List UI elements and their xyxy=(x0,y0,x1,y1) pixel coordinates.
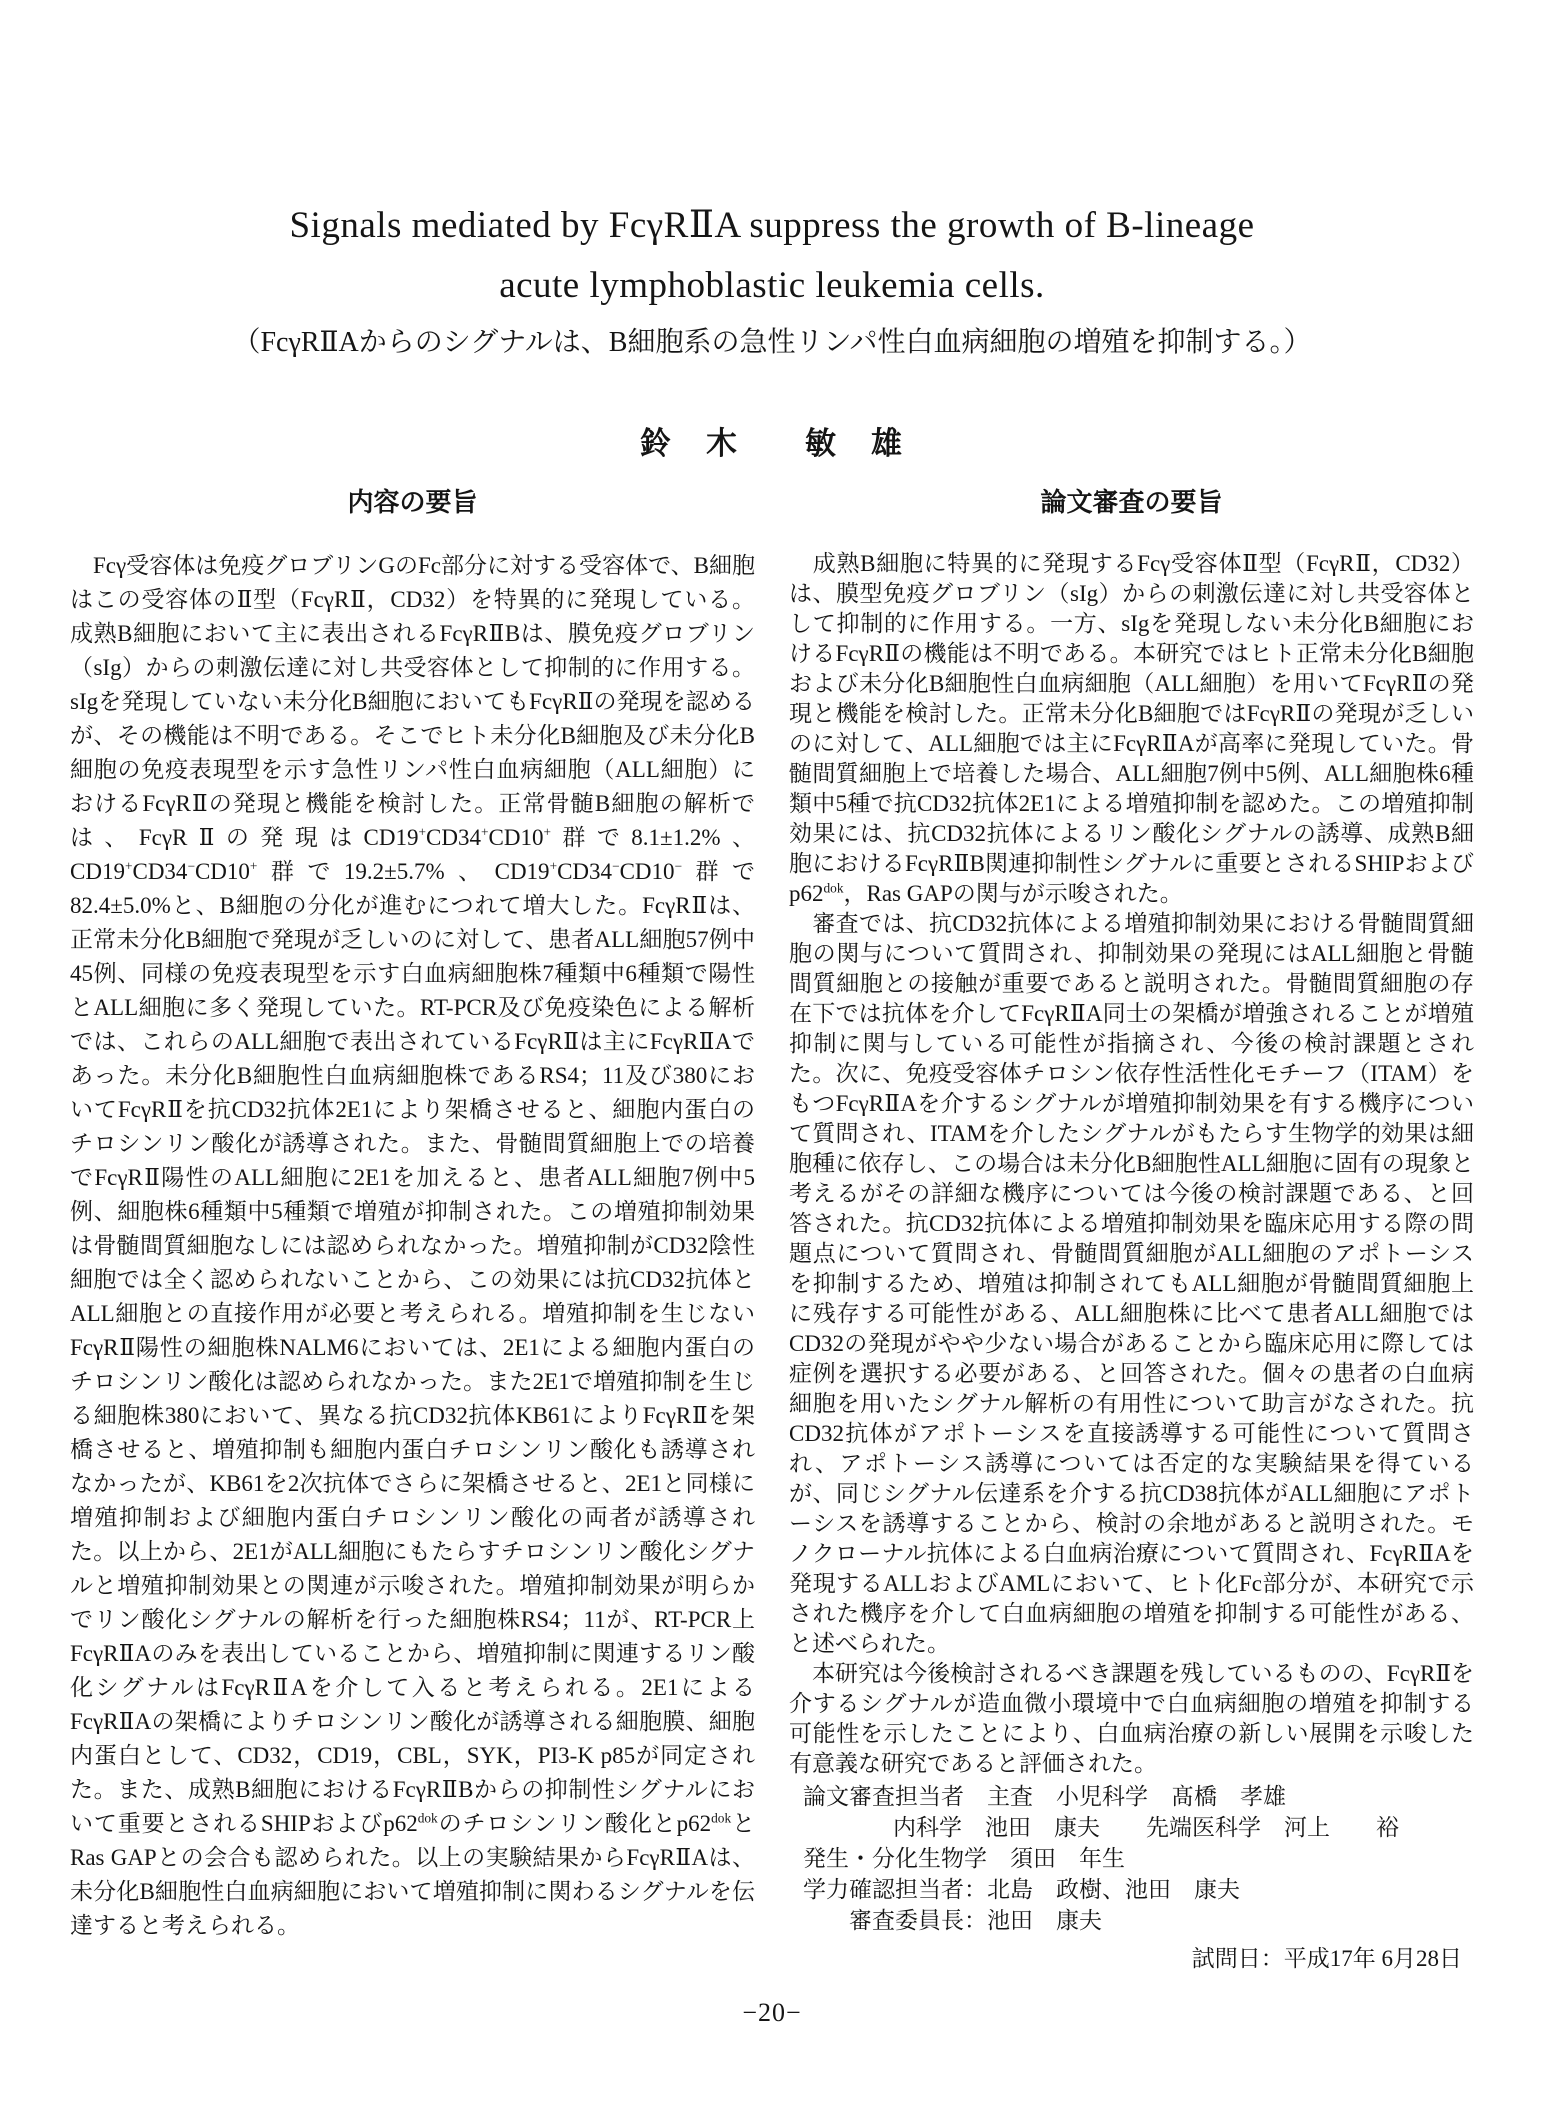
committee-line-competency-examiners: 学力確認担当者：北島 政樹、池田 康夫 xyxy=(803,1877,1240,1902)
committee-line-developmental-biology: 発生・分化生物学 須田 年生 xyxy=(803,1846,1125,1871)
review-summary-column xyxy=(789,489,1474,1974)
page-title-line2: acute lymphoblastic leukemia cells. xyxy=(499,265,1045,306)
committee-line-internal-medicine: 内科学 池田 康夫 先端医科学 河上 裕 xyxy=(893,1815,1399,1840)
two-column-body xyxy=(0,489,1544,1974)
page-number: −20− xyxy=(742,1998,802,2027)
content-abstract-column xyxy=(70,489,755,1974)
content-abstract-paragraph: Fcγ受容体は免疫グロブリンGのFc部分に対する受容体で、B細胞はこの受容体のⅡ型（FcγRⅡ，CD32）を特異的に発現している。成熟B細胞において主に表出されるFcγRⅡBは、膜免疫グロブリン（sIg）からの刺激伝達に対し共受容体として抑制的に作用する。sIgを発現していない未分化B細胞においてもFcγRⅡの発現を認めるが、その機能は不明である。そこでヒト未分化B細胞及び未分化B細胞の免疫表現型を示す急性リンパ性白血病細胞（ALL細胞）におけるFcγRⅡの発現と機能を検討した。正常骨髄B細胞の解析では、FcγRⅡの発現はCD19+CD34+CD10+群で8.1±1.2%、CD19+CD34−CD10+群で19.2±5.7%、CD19+CD34−CD10−群で82.4±5.0%と、B細胞の分化が進むにつれて増大した。FcγRⅡは、正常未分化B細胞で発現が乏しいのに対して、患者ALL細胞57例中45例、同様の免疫表現型を示す白血病細胞株7種類中6種類で陽性とALL細胞に多く発現していた。RT-PCR及び免疫染色による解析では、これらのALL細胞で表出されているFcγRⅡは主にFcγRⅡAであった。未分化B細胞性白血病細胞株であるRS4；11及び380においてFcγRⅡを抗CD32抗体2E1により架橋させると、細胞内蛋白のチロシンリン酸化が誘導された。また、骨髄間質細胞上での培養でFcγRⅡ陽性のALL細胞に2E1を加えると、患者ALL細胞7例中5例、細胞株6種類中5種類で増殖が抑制された。この増殖抑制効果は骨髄間質細胞なしには認められなかった。増殖抑制がCD32陰性細胞では全く認められないことから、この効果には抗CD32抗体とALL細胞との直接作用が必要と考えられる。増殖抑制を生じないFcγRⅡ陽性の細胞株NALM6においては、2E1による細胞内蛋白のチロシンリン酸化は認められなかった。また2E1で増殖抑制を生じる細胞株380において、異なる抗CD32抗体KB61によりFcγRⅡを架橋させると、増殖抑制も細胞内蛋白チロシンリン酸化も誘導されなかったが、KB61を2次抗体でさらに架橋させると、2E1と同様に増殖抑制および細胞内蛋白チロシンリン酸化の両者が誘導された。以上から、2E1がALL細胞にもたらすチロシンリン酸化シグナルと増殖抑制効果との関連が示唆された。増殖抑制効果が明らかでリン酸化シグナルの解析を行った細胞株RS4；11が、RT-PCR上FcγRⅡAのみを表出していることから、増殖抑制に関連するリン酸化シグナルはFcγRⅡAを介して入ると考えられる。2E1によるFcγRⅡAの架橋によりチロシンリン酸化が誘導される細胞膜、細胞内蛋白として、CD32，CD19，CBL，SYK，PI3-K p85が同定された。また、成熟B細胞におけるFcγRⅡBからの抑制性シグナルにおいて重要とされるSHIPおよび$p62^{dok}$のチロシンリン酸化と$p62^{dok}$とRas GAPとの会合も認められた。以上の実験結果からFcγRⅡAは、未分化B細胞性白血病細胞において増殖抑制に関わるシグナルを伝達すると考えられる。 xyxy=(70,553,756,1938)
review-paragraph-2: 審査では、抗CD32抗体による増殖抑制効果における骨髄間質細胞の関与について質問され、抑制効果の発現にはALL細胞と骨髄間質細胞との接触が重要であると説明された。骨髄間質細胞の存在下では抗体を介してFcγRⅡA同士の架橋が増強されることが増殖抑制に関与している可能性が指摘され、今後の検討課題とされた。次に、免疫受容体チロシン依存性活性化モチーフ（ITAM）をもつFcγRⅡAを介するシグナルが増殖抑制効果を有する機序について質問され、ITAMを介したシグナルがもたらす生物学的効果は細胞種に依存し、この場合は未分化B細胞性ALL細胞に固有の現象と考えるがその詳細な機序については今後の検討課題である、と回答された。抗CD32抗体による増殖抑制効果を臨床応用する際の問題点について質問され、骨髄間質細胞がALL細胞のアポトーシスを抑制するため、増殖は抑制されてもALL細胞が骨髄間質細胞上に残存する可能性がある、ALL細胞株に比べて患者ALL細胞ではCD32の発現がやや少ない場合があることから臨床応用に際しては症例を選択する必要がある、と回答された。個々の患者の白血病細胞を用いたシグナル解析の有用性について助言がなされた。抗CD32抗体がアポトーシスを直接誘導する可能性について質問され、アポトーシス誘導については否定的な実験結果を得ているが、同じシグナル伝達系を介する抗CD38抗体がALL細胞にアポトーシスを誘導することから、検討の余地があると説明された。モノクローナル抗体による白血病治療について質問され、FcγRⅡAを発現するALLおよびAMLにおいて、ヒト化Fc部分が、本研究で示された機序を介して白血病細胞の増殖を抑制する可能性がある、と述べられた。 xyxy=(789,911,1475,1656)
exam-date: 試問日：平成17年 6月28日 xyxy=(1191,1946,1462,1971)
committee-line-chair: 審査委員長：池田 康夫 xyxy=(849,1908,1102,1933)
committee-block xyxy=(789,1781,1474,1936)
title-block xyxy=(0,0,1544,463)
review-summary-heading: 論文審査の要旨 xyxy=(1040,488,1223,517)
page-title-japanese: （FcγRⅡAからのシグナルは、B細胞系の急性リンパ性白血病細胞の増殖を抑制する。） xyxy=(232,327,1312,358)
author-name: 鈴 木 敏 雄 xyxy=(640,426,904,461)
page-title-line1: Signals mediated by FcγRⅡA suppress the growth of B-lineage xyxy=(289,205,1255,246)
content-abstract-heading: 内容の要旨 xyxy=(347,488,478,517)
review-paragraph-1: 成熟B細胞に特異的に発現するFcγ受容体Ⅱ型（FcγRⅡ，CD32）は、膜型免疫グロブリン（sIg）からの刺激伝達に対し共受容体として抑制的に作用する。一方、sIgを発現しない未分化B細胞におけるFcγRⅡの機能は不明である。本研究ではヒト正常未分化B細胞および未分化B細胞性白血病細胞（ALL細胞）を用いてFcγRⅡの発現と機能を検討した。正常未分化B細胞ではFcγRⅡの発現が乏しいのに対して、ALL細胞では主にFcγRⅡAが高率に発現していた。骨髄間質細胞上で培養した場合、ALL細胞7例中5例、ALL細胞株6種類中5種で抗CD32抗体2E1による増殖抑制を認めた。この増殖抑制効果には、抗CD32抗体によるリン酸化シグナルの誘導、成熟B細胞におけるFcγRⅡB関連抑制性シグナルに重要とされるSHIPおよび$p62^{dok}$，Ras GAPの関与が示唆された。 xyxy=(789,551,1474,906)
committee-line-examiners: 論文審査担当者 主査 小児科学 髙橋 孝雄 xyxy=(803,1784,1286,1809)
review-paragraph-3: 本研究は今後検討されるべき課題を残しているものの、FcγRⅡを介するシグナルが造血微小環境中で白血病細胞の増殖を抑制する可能性を示したことにより、白血病治療の新しい展開を示唆した有意義な研究であると評価された。 xyxy=(789,1661,1474,1776)
